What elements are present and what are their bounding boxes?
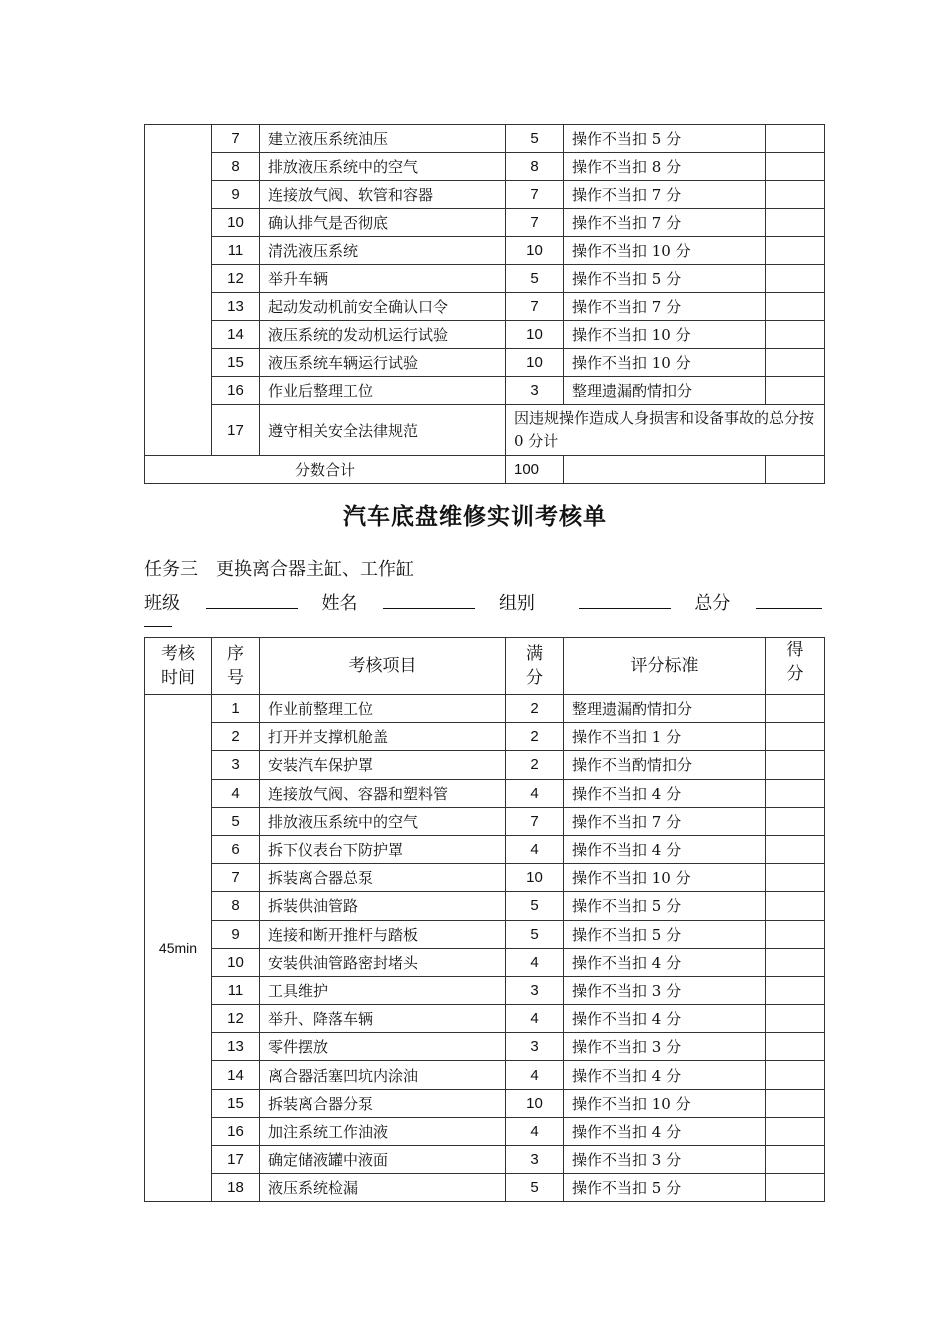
assessment-item: 液压系统检漏 <box>260 1174 506 1202</box>
row-number: 8 <box>212 892 260 920</box>
scoring-standard: 操作不当扣 10 分 <box>564 1089 766 1117</box>
scoring-standard: 操作不当扣 3 分 <box>564 1033 766 1061</box>
scoring-standard: 操作不当扣 1 分 <box>564 723 766 751</box>
full-score: 7 <box>506 209 564 237</box>
score-cell[interactable] <box>766 349 825 377</box>
table-row <box>145 349 825 377</box>
score-cell[interactable] <box>766 807 825 835</box>
form-title: 汽车底盘维修实训考核单 <box>343 504 607 530</box>
scoring-standard: 操作不当扣 3 分 <box>564 976 766 1004</box>
score-cell[interactable] <box>766 1117 825 1145</box>
row-number: 7 <box>212 864 260 892</box>
header-standard: 评分标准 <box>564 638 766 695</box>
score-cell[interactable] <box>766 237 825 265</box>
score-cell[interactable] <box>766 181 825 209</box>
full-score: 7 <box>506 181 564 209</box>
table-row <box>145 723 825 751</box>
scoring-standard: 操作不当扣 4 分 <box>564 1061 766 1089</box>
score-cell[interactable] <box>766 864 825 892</box>
full-score: 5 <box>506 1174 564 1202</box>
table-row <box>145 1005 825 1033</box>
assessment-item: 排放液压系统中的空气 <box>260 807 506 835</box>
scoring-standard: 操作不当扣 7 分 <box>564 293 766 321</box>
full-score: 10 <box>506 349 564 377</box>
scoring-standard: 操作不当扣 10 分 <box>564 349 766 377</box>
assessment-item: 离合器活塞凹坑内涂油 <box>260 1061 506 1089</box>
score-cell[interactable] <box>766 265 825 293</box>
scoring-standard: 操作不当扣 7 分 <box>564 209 766 237</box>
table-row <box>145 209 825 237</box>
row-number: 10 <box>212 209 260 237</box>
row-number: 11 <box>212 237 260 265</box>
scoring-standard: 操作不当扣 3 分 <box>564 1146 766 1174</box>
class-label: 班级 <box>144 593 180 614</box>
full-score: 5 <box>506 125 564 153</box>
group-field[interactable] <box>579 590 671 609</box>
scoring-standard: 操作不当扣 4 分 <box>564 1117 766 1145</box>
table-row <box>145 948 825 976</box>
row-number: 16 <box>212 377 260 405</box>
row-number: 12 <box>212 1005 260 1033</box>
header-score: 满分 <box>506 638 564 695</box>
full-score: 8 <box>506 153 564 181</box>
score-cell[interactable] <box>766 1061 825 1089</box>
table-row <box>145 1146 825 1174</box>
score-cell[interactable] <box>766 948 825 976</box>
assessment-item: 液压系统车辆运行试验 <box>260 349 506 377</box>
scoring-standard: 整理遗漏酌情扣分 <box>564 695 766 723</box>
scoring-standard: 操作不当扣 10 分 <box>564 321 766 349</box>
table-row <box>145 976 825 1004</box>
assessment-item: 举升车辆 <box>260 265 506 293</box>
scoring-standard: 操作不当扣 5 分 <box>564 892 766 920</box>
scoring-standard: 操作不当扣 5 分 <box>564 265 766 293</box>
table-row <box>145 377 825 405</box>
score-cell[interactable] <box>766 293 825 321</box>
row-number: 17 <box>212 1146 260 1174</box>
name-field[interactable] <box>383 590 475 609</box>
table-row <box>145 1061 825 1089</box>
row-number: 1 <box>212 695 260 723</box>
full-score: 2 <box>506 695 564 723</box>
task-name: 更换离合器主缸、工作缸 <box>216 559 414 580</box>
assessment-item: 打开并支撑机舱盖 <box>260 723 506 751</box>
row-number: 4 <box>212 779 260 807</box>
table-row <box>145 864 825 892</box>
scoring-standard: 操作不当酌情扣分 <box>564 751 766 779</box>
assessment-item: 拆装离合器总泵 <box>260 864 506 892</box>
table-row <box>145 1033 825 1061</box>
table-row <box>145 892 825 920</box>
table-row <box>145 779 825 807</box>
table-row <box>145 807 825 835</box>
full-score: 10 <box>506 321 564 349</box>
assessment-item: 连接放气阀、软管和容器 <box>260 181 506 209</box>
score-cell[interactable] <box>766 209 825 237</box>
full-score: 2 <box>506 723 564 751</box>
scoring-standard: 操作不当扣 4 分 <box>564 948 766 976</box>
total-label: 总分 <box>694 593 731 614</box>
group-label: 组别 <box>498 593 535 614</box>
full-score: 4 <box>506 1061 564 1089</box>
scoring-standard: 操作不当扣 10 分 <box>564 864 766 892</box>
table-row <box>145 695 825 723</box>
full-score: 10 <box>506 237 564 265</box>
assessment-table <box>144 637 825 1202</box>
assessment-item: 遵守相关安全法律规范 <box>260 405 506 456</box>
assessment-item: 拆装离合器分泵 <box>260 1089 506 1117</box>
total-field-wrap <box>144 626 172 627</box>
full-score: 7 <box>506 293 564 321</box>
row-number: 3 <box>212 751 260 779</box>
score-cell[interactable] <box>766 723 825 751</box>
assessment-item: 连接放气阀、容器和塑料管 <box>260 779 506 807</box>
score-cell[interactable] <box>766 835 825 863</box>
assessment-item: 安装汽车保护罩 <box>260 751 506 779</box>
scoring-standard: 操作不当扣 4 分 <box>564 835 766 863</box>
full-score: 4 <box>506 948 564 976</box>
scoring-standard: 操作不当扣 5 分 <box>564 125 766 153</box>
name-label: 姓名 <box>321 593 358 614</box>
scoring-standard: 操作不当扣 5 分 <box>564 920 766 948</box>
full-score: 4 <box>506 835 564 863</box>
row-number: 17 <box>212 405 260 456</box>
assessment-item: 确认排气是否彻底 <box>260 209 506 237</box>
full-score: 3 <box>506 1033 564 1061</box>
scoring-standard: 整理遗漏酌情扣分 <box>564 377 766 405</box>
assessment-item: 建立液压系统油压 <box>260 125 506 153</box>
table-row <box>145 1117 825 1145</box>
scoring-standard: 操作不当扣 7 分 <box>564 181 766 209</box>
score-cell[interactable] <box>766 779 825 807</box>
table-row <box>145 181 825 209</box>
score-cell[interactable] <box>766 892 825 920</box>
total-value: 100 <box>506 456 564 484</box>
row-number: 8 <box>212 153 260 181</box>
table-row <box>145 1174 825 1202</box>
score-cell[interactable] <box>766 976 825 1004</box>
full-score: 5 <box>506 892 564 920</box>
score-cell[interactable] <box>766 1089 825 1117</box>
score-cell[interactable] <box>766 751 825 779</box>
full-score: 10 <box>506 864 564 892</box>
assessment-item: 工具维护 <box>260 976 506 1004</box>
score-cell[interactable] <box>766 321 825 349</box>
row-number: 14 <box>212 1061 260 1089</box>
scoring-standard: 操作不当扣 8 分 <box>564 153 766 181</box>
row-number: 6 <box>212 835 260 863</box>
row-number: 12 <box>212 265 260 293</box>
full-score: 5 <box>506 265 564 293</box>
table-row <box>145 153 825 181</box>
row-number: 14 <box>212 321 260 349</box>
row-number: 15 <box>212 1089 260 1117</box>
assessment-item: 起动发动机前安全确认口令 <box>260 293 506 321</box>
assessment-item: 零件摆放 <box>260 1033 506 1061</box>
scoring-standard: 操作不当扣 10 分 <box>564 237 766 265</box>
assessment-item: 拆装供油管路 <box>260 892 506 920</box>
assessment-item: 连接和断开推杆与踏板 <box>260 920 506 948</box>
total-field[interactable] <box>756 590 822 609</box>
row-number: 11 <box>212 976 260 1004</box>
full-score: 4 <box>506 779 564 807</box>
class-field[interactable] <box>206 590 298 609</box>
score-cell[interactable] <box>766 920 825 948</box>
row-number: 13 <box>212 293 260 321</box>
score-cell[interactable] <box>766 1033 825 1061</box>
row-number: 9 <box>212 920 260 948</box>
assessment-item: 液压系统的发动机运行试验 <box>260 321 506 349</box>
row-number: 15 <box>212 349 260 377</box>
total-label: 分数合计 <box>145 456 506 484</box>
row-number: 2 <box>212 723 260 751</box>
full-score: 5 <box>506 920 564 948</box>
header-time: 考核时间 <box>145 638 212 695</box>
blank-cell <box>564 456 766 484</box>
row-number: 13 <box>212 1033 260 1061</box>
full-score: 3 <box>506 976 564 1004</box>
row-number: 7 <box>212 125 260 153</box>
scoring-standard: 操作不当扣 4 分 <box>564 779 766 807</box>
table-row <box>145 751 825 779</box>
row-number: 9 <box>212 181 260 209</box>
table-row <box>145 405 825 456</box>
score-cell[interactable] <box>766 377 825 405</box>
score-cell[interactable] <box>766 153 825 181</box>
full-score: 3 <box>506 377 564 405</box>
assessment-item: 确定储液罐中液面 <box>260 1146 506 1174</box>
score-cell[interactable] <box>766 1174 825 1202</box>
task-line <box>144 555 414 581</box>
assessment-item: 举升、降落车辆 <box>260 1005 506 1033</box>
table-row <box>145 1089 825 1117</box>
assessment-item: 安装供油管路密封堵头 <box>260 948 506 976</box>
assessment-item: 拆下仪表台下防护罩 <box>260 835 506 863</box>
table-row <box>145 237 825 265</box>
assessment-item: 排放液压系统中的空气 <box>260 153 506 181</box>
row-number: 16 <box>212 1117 260 1145</box>
full-score: 4 <box>506 1117 564 1145</box>
table-row <box>145 125 825 153</box>
score-cell[interactable] <box>766 456 825 484</box>
table-row <box>145 265 825 293</box>
table-row <box>145 835 825 863</box>
header-no: 序号 <box>212 638 260 695</box>
score-cell[interactable] <box>766 1005 825 1033</box>
row-number: 5 <box>212 807 260 835</box>
full-score: 3 <box>506 1146 564 1174</box>
assessment-item: 作业后整理工位 <box>260 377 506 405</box>
table-row <box>145 293 825 321</box>
continued-assessment-table <box>144 124 825 484</box>
full-score: 2 <box>506 751 564 779</box>
scoring-standard: 操作不当扣 4 分 <box>564 1005 766 1033</box>
penalty-note: 因违规操作造成人身损害和设备事故的总分按 0 分计 <box>506 405 825 456</box>
student-info-line <box>144 589 822 615</box>
table-row <box>145 321 825 349</box>
table-header-row <box>145 638 825 695</box>
time-cell <box>145 125 212 456</box>
row-number: 18 <box>212 1174 260 1202</box>
total-row <box>145 456 825 484</box>
assessment-item: 加注系统工作油液 <box>260 1117 506 1145</box>
row-number: 10 <box>212 948 260 976</box>
full-score: 10 <box>506 1089 564 1117</box>
scoring-standard: 操作不当扣 7 分 <box>564 807 766 835</box>
scoring-standard: 操作不当扣 5 分 <box>564 1174 766 1202</box>
table-row <box>145 920 825 948</box>
score-cell[interactable] <box>766 695 825 723</box>
full-score: 7 <box>506 807 564 835</box>
header-got: 得分 <box>766 638 825 695</box>
task-label: 任务三 <box>144 559 198 580</box>
score-cell[interactable] <box>766 1146 825 1174</box>
score-cell[interactable] <box>766 125 825 153</box>
full-score: 4 <box>506 1005 564 1033</box>
header-item: 考核项目 <box>260 638 506 695</box>
assessment-item: 清洗液压系统 <box>260 237 506 265</box>
assessment-time: 45min <box>145 695 212 1202</box>
assessment-item: 作业前整理工位 <box>260 695 506 723</box>
